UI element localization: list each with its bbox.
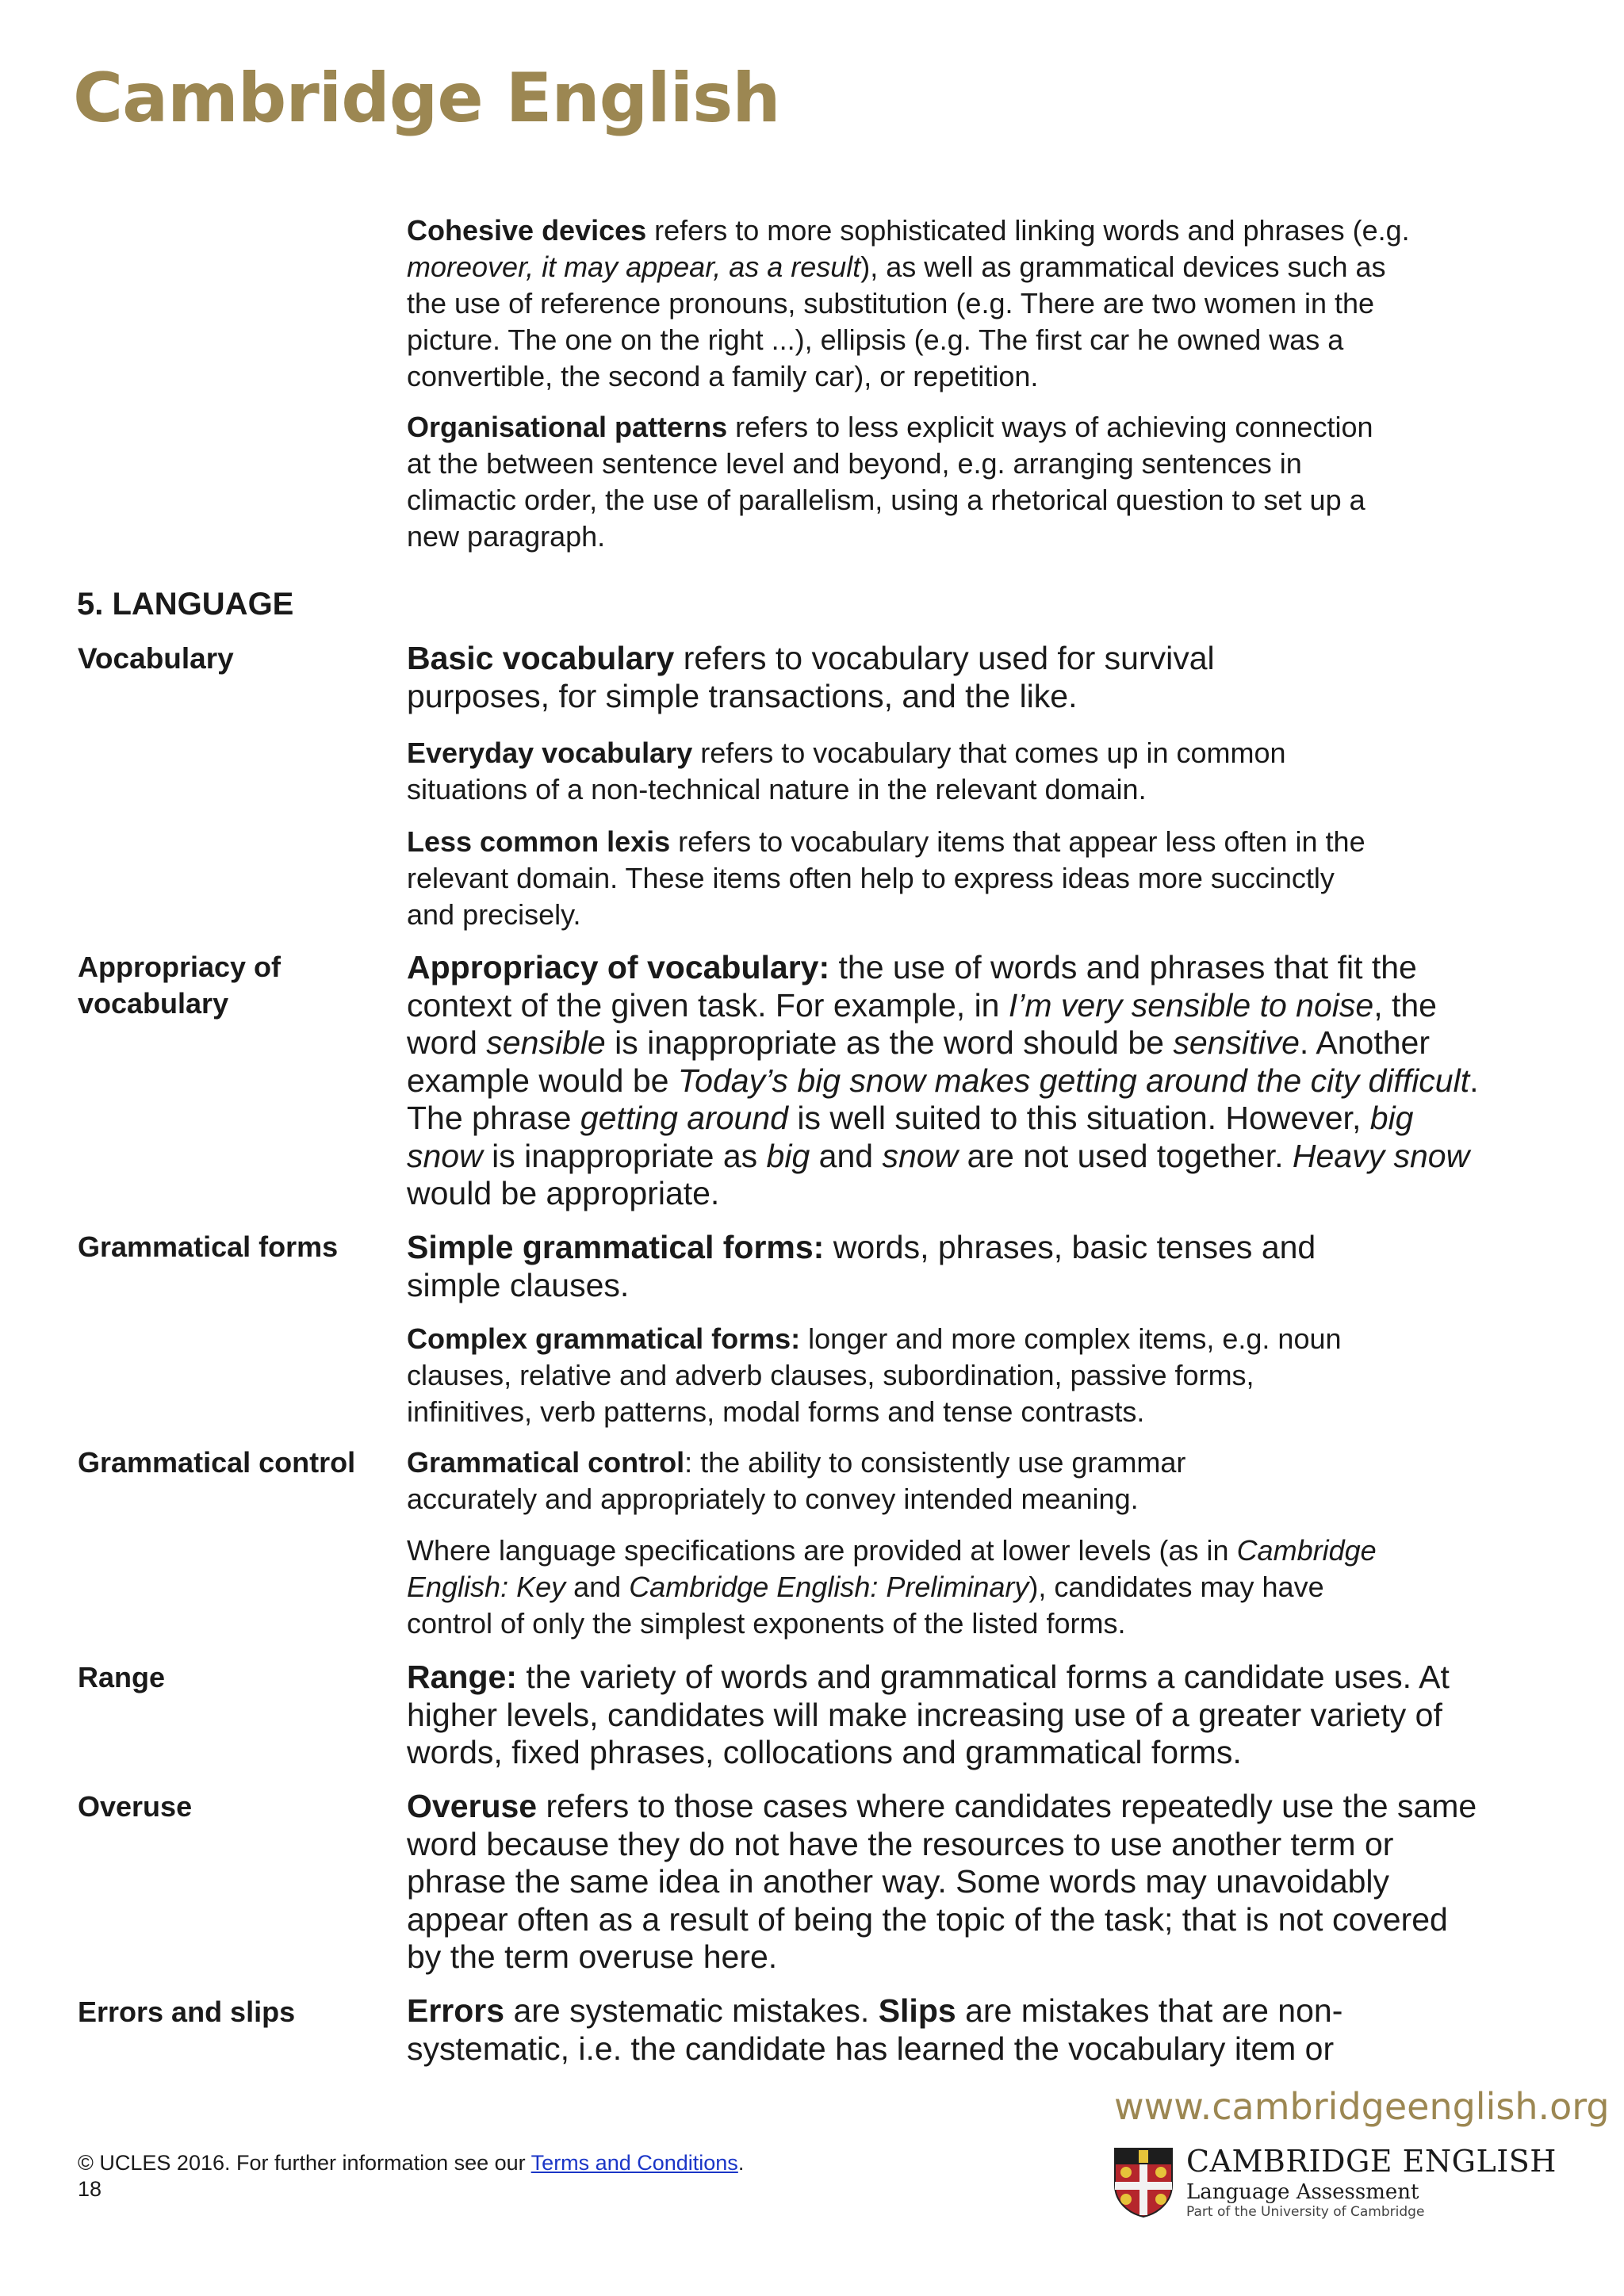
- brand-logo-text: Cambridge English: [73, 59, 780, 138]
- term: Everyday vocabulary: [407, 737, 693, 769]
- organisational-patterns-definition: Organisational patterns refers to less explicit ways of achieving connection at the between sentence level and beyond, e.g. arranging sentences in climactic order, the use of parallelism, using a rhetorical question to set up a new paragraph.: [407, 411, 1373, 553]
- shield-crest-icon: [1112, 2145, 1175, 2218]
- website-url[interactable]: www.cambridgeenglish.org: [1114, 2085, 1610, 2128]
- term: Basic vocabulary: [407, 640, 675, 676]
- overuse-definition: Overuse refers to those cases where candidates repeatedly use the same word because they do not have the resources to use another term or phrase the same idea in another way. Some words may unavoidably appear often as a result of being the topic of the task; that is not covered by the term overuse here.: [407, 1788, 1477, 1975]
- basic-vocabulary-definition: Basic vocabulary refers to vocabulary used for survival purposes, for simple transactions, and the like.: [407, 640, 1215, 714]
- section-heading: 5. LANGUAGE: [77, 587, 294, 622]
- terms-and-conditions-link[interactable]: Terms and Conditions: [530, 2151, 738, 2175]
- term: Appropriacy of vocabulary:: [407, 949, 830, 985]
- appropriacy-definition: Appropriacy of vocabulary: the use of words and phrases that fit the context of the given task. For example, in I’m very sensible to noise, the word sensible is inappropriate as the word should be sensitive. Another example would be Today’s big snow makes getting around the city difficult. The phrase getting around is well suited to this situation. However, big snow is inappropriate as big and snow are not used together. Heavy snow would be appropriate.: [407, 949, 1479, 1211]
- term: Organisational patterns: [407, 411, 728, 443]
- term: Grammatical control: [407, 1446, 685, 1479]
- label-overuse: Overuse: [78, 1790, 193, 1823]
- complex-grammatical-forms-definition: Complex grammatical forms: longer and more complex items, e.g. noun clauses, relative and adverb clauses, subordination, passive forms, infinitives, verb patterns, modal forms and tense contrasts.: [407, 1322, 1342, 1428]
- logo-tagline: Part of the University of Cambridge: [1186, 2204, 1425, 2220]
- copyright-notice: © UCLES 2016. For further information see our Terms and Conditions. 18: [78, 2151, 745, 2201]
- term: Errors: [407, 1992, 505, 2029]
- label-range: Range: [78, 1661, 166, 1693]
- errors-and-slips-definition: Errors are systematic mistakes. Slips are mistakes that are non- systematic, i.e. the candidate has learned the vocabulary item or: [407, 1992, 1343, 2067]
- term: Complex grammatical forms:: [407, 1322, 801, 1355]
- term: Range:: [407, 1659, 517, 1695]
- term: Overuse: [407, 1788, 538, 1824]
- cambridge-assessment-logo: [1112, 2145, 1556, 2218]
- range-definition: Range: the variety of words and grammatical forms a candidate uses. At higher levels, candidates will make increasing use of a greater variety of words, fixed phrases, collocations and grammatical forms.: [407, 1659, 1450, 1770]
- label-appropriacy: Appropriacy of vocabulary: [78, 951, 282, 1020]
- label-grammatical-control: Grammatical control: [78, 1446, 356, 1479]
- term: Simple grammatical forms:: [407, 1229, 825, 1265]
- term: Slips: [878, 1992, 956, 2029]
- language-specifications-note: Where language specifications are provided at lower levels (as in Cambridge English: Key and Cambridge English: Preliminary), candidates may have control of only the simplest exponents of the listed forms.: [407, 1534, 1377, 1640]
- everyday-vocabulary-definition: Everyday vocabulary refers to vocabulary that comes up in common situations of a non-technical nature in the relevant domain.: [407, 737, 1286, 806]
- term: Cohesive devices: [407, 214, 647, 247]
- label-vocabulary: Vocabulary: [78, 642, 234, 675]
- grammatical-control-definition: Grammatical control: the ability to consistently use grammar accurately and appropriately to convey intended meaning.: [407, 1446, 1186, 1515]
- logo-subtitle: Language Assessment: [1186, 2180, 1419, 2204]
- label-errors-and-slips: Errors and slips: [78, 1996, 296, 2028]
- logo-title: CAMBRIDGE ENGLISH: [1186, 2144, 1557, 2179]
- cohesive-devices-definition: Cohesive devices refers to more sophisticated linking words and phrases (e.g. moreover, it may appear, as a result), as well as grammatical devices such as the use of reference pronouns, substitution (e.g. There are two women in the picture. The one on the right ...), ellipsis (e.g. The first car he owned was a convertible, the second a family car), or repetition.: [407, 214, 1410, 392]
- label-grammatical-forms: Grammatical forms: [78, 1230, 339, 1263]
- page-number: 18: [78, 2177, 102, 2201]
- less-common-lexis-definition: Less common lexis refers to vocabulary items that appear less often in the relevant domain. These items often help to express ideas more succinctly and precisely.: [407, 825, 1365, 931]
- term: Less common lexis: [407, 825, 671, 858]
- simple-grammatical-forms-definition: Simple grammatical forms: words, phrases, basic tenses and simple clauses.: [407, 1229, 1316, 1303]
